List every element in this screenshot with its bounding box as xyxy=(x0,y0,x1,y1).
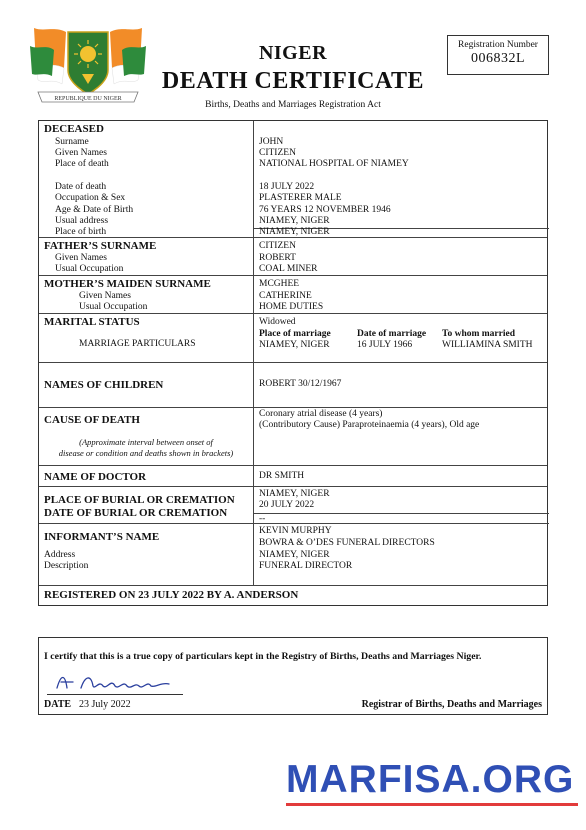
place-of-birth-value: NIAMEY, NIGER xyxy=(259,227,330,237)
occupation-sex-value: PLASTERER MALE xyxy=(259,193,342,203)
watermark-part-1: MA xyxy=(286,758,349,801)
coat-of-arms-emblem xyxy=(24,18,152,112)
cause-heading: CAUSE OF DEATH xyxy=(44,414,140,426)
burial-date-heading: DATE OF BURIAL OR CREMATION xyxy=(44,507,228,519)
father-heading: FATHER’S SURNAME xyxy=(44,240,157,252)
marital-heading: MARITAL STATUS xyxy=(44,316,140,328)
marriage-place-header: Place of marriage xyxy=(259,329,331,339)
document-title: DEATH CERTIFICATE xyxy=(161,68,425,94)
deceased-heading: DECEASED xyxy=(44,123,104,135)
usual-address-label: Usual address xyxy=(55,216,109,226)
death-details-table xyxy=(38,120,548,606)
burial-date-value: 20 JULY 2022 xyxy=(259,500,315,510)
date-label: DATE xyxy=(44,699,72,710)
cause-note xyxy=(39,437,253,459)
given-names-value: CITIZEN xyxy=(259,148,296,158)
burial-place-heading: PLACE OF BURIAL OR CREMATION xyxy=(44,494,235,506)
burial-extra-value: -- xyxy=(259,514,266,524)
date-of-death-value: 18 JULY 2022 xyxy=(259,182,315,192)
given-names-label: Given Names xyxy=(55,148,107,158)
registration-number-box xyxy=(447,35,549,75)
mother-occupation-value: HOME DUTIES xyxy=(259,302,324,312)
father-given-label: Given Names xyxy=(55,253,107,263)
informant-heading: INFORMANT’S NAME xyxy=(44,531,160,543)
children-value: ROBERT 30/12/1967 xyxy=(259,379,342,389)
cell-divider xyxy=(253,513,549,514)
marriage-place-value: NIAMEY, NIGER xyxy=(259,340,330,350)
informant-description-label: Description xyxy=(44,561,89,571)
cause-line1: Coronary atrial disease (4 years) xyxy=(259,409,383,419)
marfisa-watermark xyxy=(286,760,582,808)
certify-statement: I certify that this is a true copy of particulars kept in the Registry of Births, Deaths and Marriages Niger. xyxy=(44,651,482,662)
place-of-birth-label: Place of birth xyxy=(55,227,107,237)
watermark-part-2: RFISA xyxy=(348,758,471,801)
registrar-title: Registrar of Births, Deaths and Marriages xyxy=(361,699,542,710)
mother-given-value: CATHERINE xyxy=(259,291,312,301)
column-divider xyxy=(253,121,254,585)
marriage-date-value: 16 JULY 1966 xyxy=(357,340,413,350)
registered-line: REGISTERED ON 23 JULY 2022 BY A. ANDERSON xyxy=(44,589,299,601)
registration-act: Births, Deaths and Marriages Registration Act xyxy=(205,100,381,110)
mother-heading: MOTHER’S MAIDEN SURNAME xyxy=(44,278,211,290)
age-dob-value: 76 YEARS 12 NOVEMBER 1946 xyxy=(259,205,391,215)
signature-line xyxy=(47,694,183,695)
marriage-particulars-label: MARRIAGE PARTICULARS xyxy=(79,339,196,349)
row-divider xyxy=(39,362,547,363)
row-divider xyxy=(39,407,547,408)
certification-box xyxy=(38,637,548,715)
row-divider xyxy=(39,585,547,586)
registration-number-label: Registration Number xyxy=(458,40,538,50)
cause-note-line1: (Approximate interval between onset of xyxy=(79,437,213,447)
occupation-sex-label: Occupation & Sex xyxy=(55,193,126,203)
informant-address1-value: BOWRA & O’DES FUNERAL DIRECTORS xyxy=(259,538,435,548)
row-divider xyxy=(39,486,547,487)
children-heading: NAMES OF CHILDREN xyxy=(44,379,164,391)
cause-note-line2: disease or condition and deaths shown in brackets) xyxy=(58,448,234,458)
informant-name-value: KEVIN MURPHY xyxy=(259,526,332,536)
watermark-part-3: .ORG xyxy=(470,758,575,801)
cause-line2: (Contributory Cause) Paraproteinaemia (4 years), Old age xyxy=(259,420,480,430)
registrar-signature xyxy=(51,668,181,696)
mother-occupation-label: Usual Occupation xyxy=(79,302,148,312)
mother-given-label: Given Names xyxy=(79,291,131,301)
father-occupation-label: Usual Occupation xyxy=(55,264,124,274)
date-value: 23 July 2022 xyxy=(79,699,131,710)
cell-divider xyxy=(253,523,549,524)
place-of-death-label: Place of death xyxy=(55,159,109,169)
informant-address2-value: NIAMEY, NIGER xyxy=(259,550,330,560)
doctor-value: DR SMITH xyxy=(259,471,305,481)
marriage-whom-value: WILLIAMINA SMITH xyxy=(442,340,533,350)
marital-status-value: Widowed xyxy=(259,317,296,327)
surname-value: JOHN xyxy=(259,137,284,147)
date-of-death-label: Date of death xyxy=(55,182,107,192)
doctor-heading: NAME OF DOCTOR xyxy=(44,471,147,483)
usual-address-value: NIAMEY, NIGER xyxy=(259,216,330,226)
country-title: NIGER xyxy=(258,42,328,64)
father-given-value: ROBERT xyxy=(259,253,296,263)
father-occupation-value: COAL MINER xyxy=(259,264,318,274)
informant-address-label: Address xyxy=(44,550,76,560)
row-divider xyxy=(39,465,547,466)
burial-place-value: NIAMEY, NIGER xyxy=(259,489,330,499)
informant-description-value: FUNERAL DIRECTOR xyxy=(259,561,353,571)
coat-motto-text: REPUBLIQUE DU NIGER xyxy=(54,96,122,102)
father-surname-value: CITIZEN xyxy=(259,241,296,251)
marriage-whom-header: To whom married xyxy=(442,329,516,339)
age-dob-label: Age & Date of Birth xyxy=(55,205,134,215)
mother-surname-value: MCGHEE xyxy=(259,279,300,289)
watermark-underline xyxy=(286,803,578,806)
marriage-date-header: Date of marriage xyxy=(357,329,427,339)
registration-number: 006832L xyxy=(470,51,526,66)
surname-label: Surname xyxy=(55,137,89,147)
place-of-death-value: NATIONAL HOSPITAL OF NIAMEY xyxy=(259,159,409,169)
